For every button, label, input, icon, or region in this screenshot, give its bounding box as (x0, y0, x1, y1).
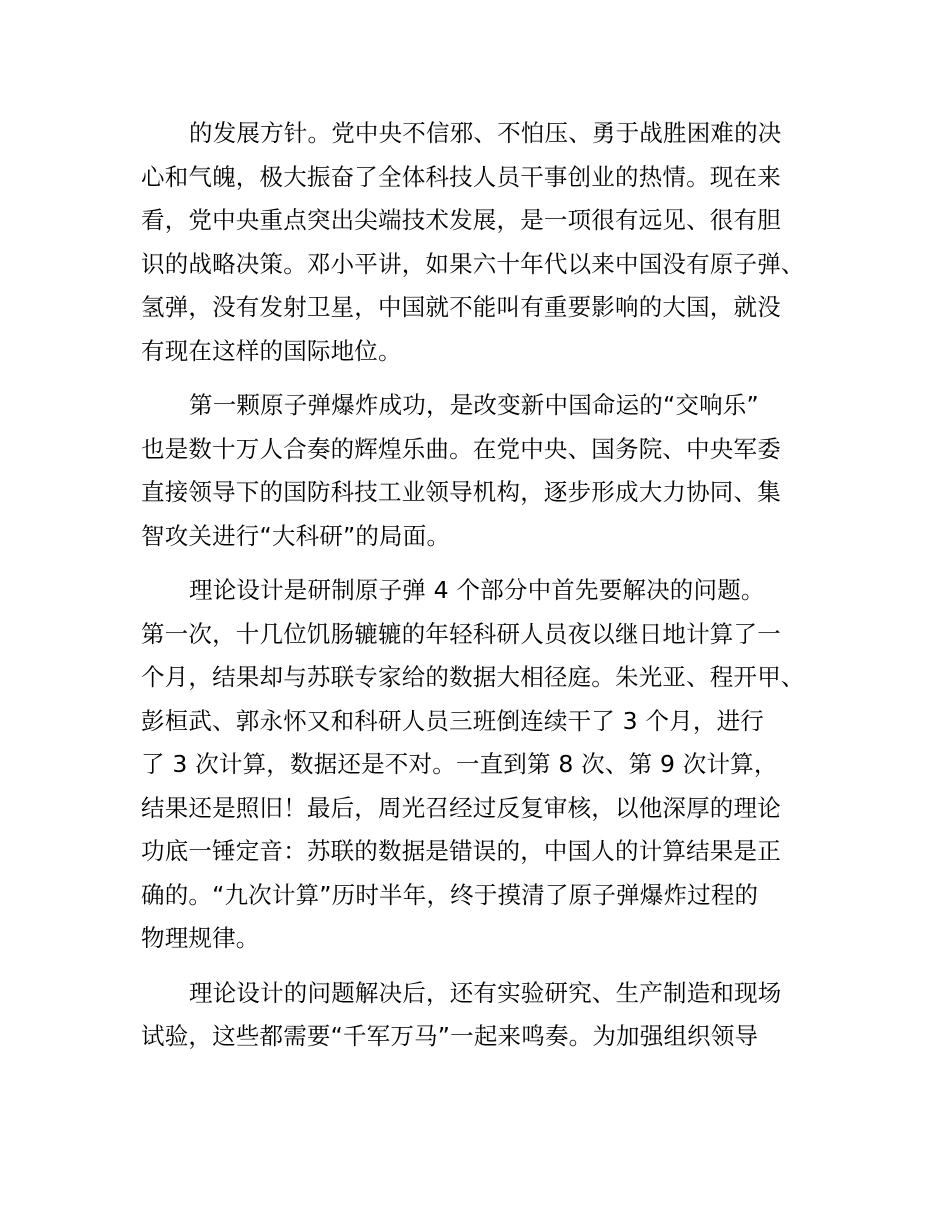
text-line: 氢弹，没有发射卫星，中国就不能叫有重要影响的大国，就没 (141, 293, 781, 321)
text-line: 试验，这些都需要“千军万马”一起来鸣奏。为加强组织领导 (141, 1022, 759, 1050)
text-line: 智攻关进行“大科研”的局面。 (141, 521, 451, 550)
paragraph-3 (141, 569, 813, 961)
text-line: 理论设计是研制原子弹 4 个部分中首先要解决的问题。 (189, 576, 765, 604)
paragraph-1 (141, 112, 813, 373)
text-line: 识的战略决策。邓小平讲，如果六十年代以来中国没有原子弹、 (141, 249, 805, 278)
text-line: 功底一锤定音：苏联的数据是错误的，中国人的计算结果是正 (141, 837, 781, 865)
paragraph-4 (141, 972, 813, 1059)
text-line: 彭桓武、郭永怀又和科研人员三班倒连续干了 3 个月，进行 (141, 706, 764, 735)
text-line: 心和气魄，极大振奋了全体科技人员干事创业的热情。现在来 (141, 162, 781, 191)
text-line: 理论设计的问题解决后，还有实验研究、生产制造和现场 (189, 978, 782, 1007)
document-body (141, 112, 813, 1070)
text-line: 确的。“九次计算”历时半年，终于摸清了原子弹爆炸过程的 (141, 880, 759, 909)
text-line: 看，党中央重点突出尖端技术发展，是一项很有远见、很有胆 (141, 206, 781, 234)
text-line: 也是数十万人合奏的辉煌乐曲。在党中央、国务院、中央军委 (141, 434, 781, 463)
text-line: 的发展方针。党中央不信邪、不怕压、勇于战胜困难的决 (189, 119, 782, 147)
text-line: 第一次，十几位饥肠辘辘的年轻科研人员夜以继日地计算了一 (141, 619, 781, 648)
text-line: 有现在这样的国际地位。 (141, 336, 402, 365)
text-line: 结果还是照旧！最后，周光召经过反复审核，以他深厚的理论 (141, 793, 781, 822)
text-line: 直接领导下的国防科技工业领导机构，逐步形成大力协同、集 (141, 478, 781, 506)
text-line: 了 3 次计算，数据还是不对。一直到第 8 次、第 9 次计算， (141, 750, 778, 778)
text-line: 物理规律。 (141, 924, 260, 952)
text-line: 第一颗原子弹爆炸成功，是改变新中国命运的“交响乐” (189, 391, 759, 419)
paragraph-2 (141, 384, 813, 558)
text-line: 个月，结果却与苏联专家给的数据大相径庭。朱光亚、程开甲、 (141, 663, 805, 691)
